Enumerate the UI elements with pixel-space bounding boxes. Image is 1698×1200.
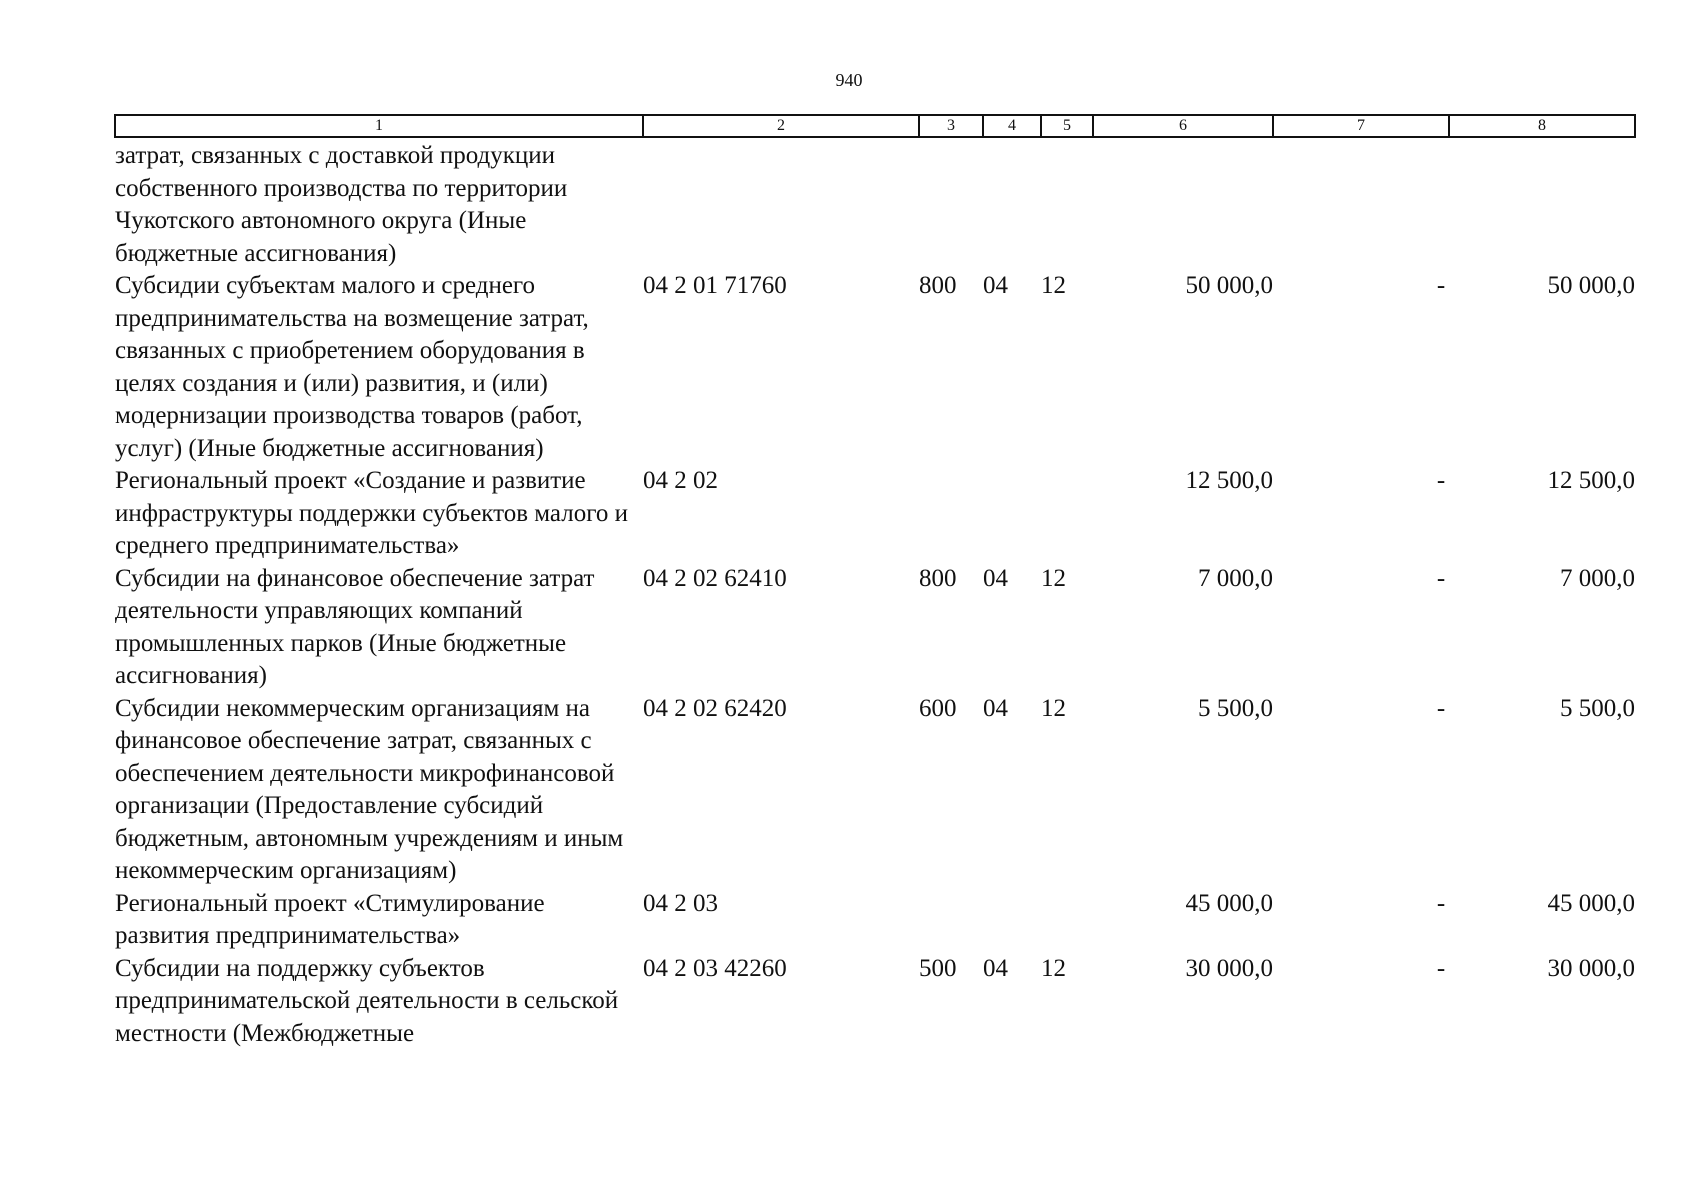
change-value: - — [1436, 954, 1446, 982]
subsection — [1041, 888, 1093, 953]
section: 04 — [983, 564, 1008, 592]
section — [983, 888, 1041, 953]
subsection: 12 — [1041, 564, 1066, 592]
total: 30 000,0 — [1547, 954, 1635, 982]
total: 12 500,0 — [1547, 467, 1635, 494]
header-col-5: 5 — [1041, 115, 1093, 137]
change-value: - — [1436, 272, 1446, 299]
change-value: - — [1436, 564, 1446, 592]
section: 04 — [983, 954, 1008, 982]
item-name: затрат, связанных с доставкой продукции собственного производства по территории Чукотского автономного округа (Иные бюджетные ассигнования) — [115, 142, 568, 267]
item-name: Субсидии на финансовое обеспечение затрат деятельности управляющих компаний промышленных парков (Иные бюджетные ассигнования) — [115, 564, 595, 689]
change — [1273, 137, 1449, 270]
header-col-8: 8 — [1449, 115, 1635, 137]
total: 7 000,0 — [1560, 564, 1635, 592]
expense-type: 800 — [919, 564, 957, 592]
section — [983, 465, 1041, 563]
subsection — [1041, 465, 1093, 563]
expense-type — [919, 137, 983, 270]
table-row — [115, 563, 1635, 693]
section — [983, 137, 1041, 270]
item-code: 04 2 02 62410 — [643, 564, 787, 592]
item-name: Региональный проект «Стимулирование развития предпринимательства» — [115, 889, 545, 949]
amount: 5 500,0 — [1198, 694, 1273, 722]
total — [1449, 137, 1635, 270]
total: 5 500,0 — [1560, 694, 1635, 722]
subsection: 12 — [1041, 694, 1066, 722]
page-number: 940 — [835, 70, 863, 90]
header-col-1: 1 — [115, 115, 643, 137]
table-row — [115, 465, 1635, 563]
change-value: - — [1436, 694, 1446, 722]
table-row — [115, 953, 1635, 1051]
amount: 7 000,0 — [1198, 564, 1273, 592]
amount: 12 500,0 — [1185, 467, 1273, 494]
total: 50 000,0 — [1547, 272, 1635, 299]
expense-type: 800 — [919, 272, 957, 299]
table-row — [115, 693, 1635, 888]
item-name: Субсидии некоммерческим организациям на финансовое обеспечение затрат, связанных с обеспечением деятельности микрофинансовой организации (Предоставление субсидий бюджетным, автономным учреждениям и иным некоммерческим организациям) — [115, 694, 624, 884]
item-code: 04 2 02 62420 — [643, 694, 787, 722]
item-code: 04 2 03 42260 — [643, 954, 787, 982]
change — [1273, 953, 1449, 1051]
subsection: 12 — [1041, 954, 1066, 982]
item-name: Субсидии на поддержку субъектов предпринимательской деятельности в сельской местности (Межбюджетные — [115, 954, 619, 1047]
column-number-header — [115, 115, 1635, 137]
amount: 30 000,0 — [1185, 954, 1273, 982]
budget-table — [114, 114, 1636, 1050]
header-col-2: 2 — [643, 115, 919, 137]
item-code: 04 2 02 — [643, 467, 718, 494]
expense-type — [919, 465, 983, 563]
amount: 50 000,0 — [1185, 272, 1273, 299]
item-code: 04 2 03 — [643, 889, 718, 917]
table-row — [115, 270, 1635, 465]
expense-type: 600 — [919, 694, 957, 722]
total: 45 000,0 — [1547, 889, 1635, 917]
change — [1273, 270, 1449, 465]
item-name: Региональный проект «Создание и развитие инфраструктуры поддержки субъектов малого и среднего предпринимательства» — [115, 467, 628, 559]
section: 04 — [983, 694, 1008, 722]
amount: 45 000,0 — [1185, 889, 1273, 917]
change — [1273, 563, 1449, 693]
expense-type: 500 — [919, 954, 957, 982]
subsection — [1041, 137, 1093, 270]
table-row — [115, 888, 1635, 953]
change — [1273, 888, 1449, 953]
item-name: Субсидии субъектам малого и среднего предпринимательства на возмещение затрат, связанных с приобретением оборудования в целях создания и (или) развития, и (или) модернизации производства товаров (работ, услуг) (Иные бюджетные ассигнования) — [115, 272, 589, 462]
item-code: 04 2 01 71760 — [643, 272, 787, 299]
amount — [1093, 137, 1273, 270]
change-value: - — [1436, 467, 1446, 494]
section: 04 — [983, 272, 1008, 299]
change — [1273, 693, 1449, 888]
table-row — [115, 137, 1635, 270]
item-code — [643, 137, 919, 270]
header-col-3: 3 — [919, 115, 983, 137]
subsection: 12 — [1041, 272, 1066, 299]
change — [1273, 465, 1449, 563]
header-col-7: 7 — [1273, 115, 1449, 137]
expense-type — [919, 888, 983, 953]
header-col-4: 4 — [983, 115, 1041, 137]
change-value: - — [1436, 889, 1446, 917]
header-col-6: 6 — [1093, 115, 1273, 137]
